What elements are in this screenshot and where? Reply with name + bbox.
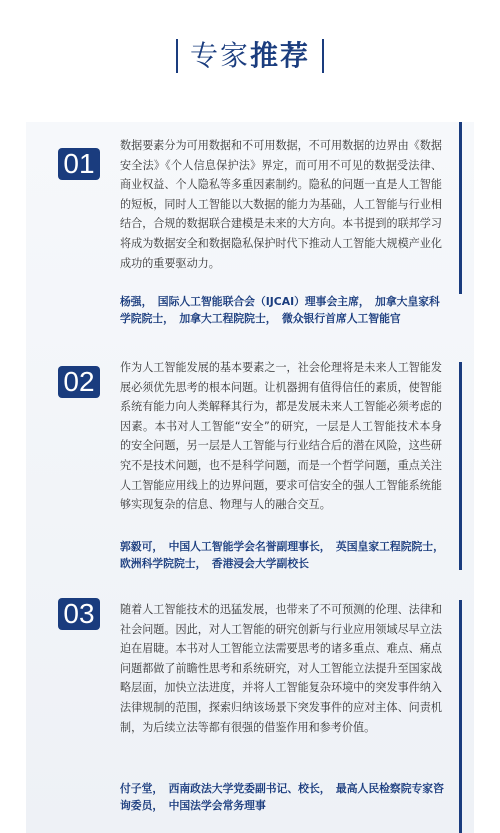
page-header (0, 38, 500, 74)
recommendation-text: 数据要素分为可用数据和不可用数据，不可用数据的边界由《数据安全法》《个人信息保护法》界定，而可用不可见的数据受法律、商业权益、个人隐私等多重因素制约。隐私的问题一直是人工智能的短板，同时人工智能以大数据的能力为基础，人工智能与行业相结合，合规的数据联合建模是未来的大方向。本书提到的联邦学习将成为数据安全和数据隐私保护时代下推动人工智能大规模产业化成功的重要驱动力。 (120, 139, 442, 270)
section-1-accent-line (459, 122, 462, 294)
recommendation-text: 随着人工智能技术的迅猛发展，也带来了不可预测的伦理、法律和社会问题。因此，对人工智能的研究创新与行业应用领域尽早立法迫在眉睫。本书对人工智能立法需要思考的诸多重点、难点、痛点问题都做了前瞻性思考和系统研究，对人工智能立法提升至国家战略层面，加快立法进度，并将人工智能复杂环境中的突发事件纳入法律规制的范围，探索归纳该场景下突发事件的应对主体、问责机制，为后续立法等都有很强的借鉴作用和参考价值。 (120, 603, 442, 734)
header-left-bar (176, 39, 178, 73)
header-right-bar (322, 39, 324, 73)
section-number: 03 (58, 598, 100, 630)
section-number: 02 (58, 366, 100, 398)
section-number: 01 (58, 148, 100, 180)
section-2-accent-line (459, 362, 462, 570)
section-3-accent-line (459, 600, 462, 833)
title-light: 专家 (189, 39, 250, 72)
recommender-signature: 郭毅可， 中国人工智能学会名誉副理事长， 英国皇家工程院院士， 欧洲科学院院士， 香港浸会大学副校长 (120, 540, 450, 570)
recommender-signature: 付子堂， 西南政法大学党委副书记、校长， 最高人民检察院专家咨询委员， 中国法学会常务理事 (120, 782, 444, 812)
recommendation-text: 作为人工智能发展的基本要素之一，社会伦理将是未来人工智能发展必须优先思考的根本问题。让机器拥有值得信任的素质，使智能系统有能力向人类解释其行为，都是发展未来人工智能必须考虑的因素。本书对人工智能“安全”的研究，一层是人工智能技术本身的安全问题，另一层是人工智能与行业结合后的潜在风险，这些研究不是技术问题，也不是科学问题，而是一个哲学问题，重点关注人工智能应用线上的边界问题，要求可信安全的强人工智能系统能够实现复杂的信息、物理与人的融合交互。 (120, 361, 442, 512)
recommender-signature: 杨强， 国际人工智能联合会（IJCAI）理事会主席， 加拿大皇家科学院院士， 加拿大工程院院士， 微众银行首席人工智能官 (120, 295, 440, 325)
title-bold: 推荐 (250, 39, 311, 72)
page-title (190, 38, 310, 74)
